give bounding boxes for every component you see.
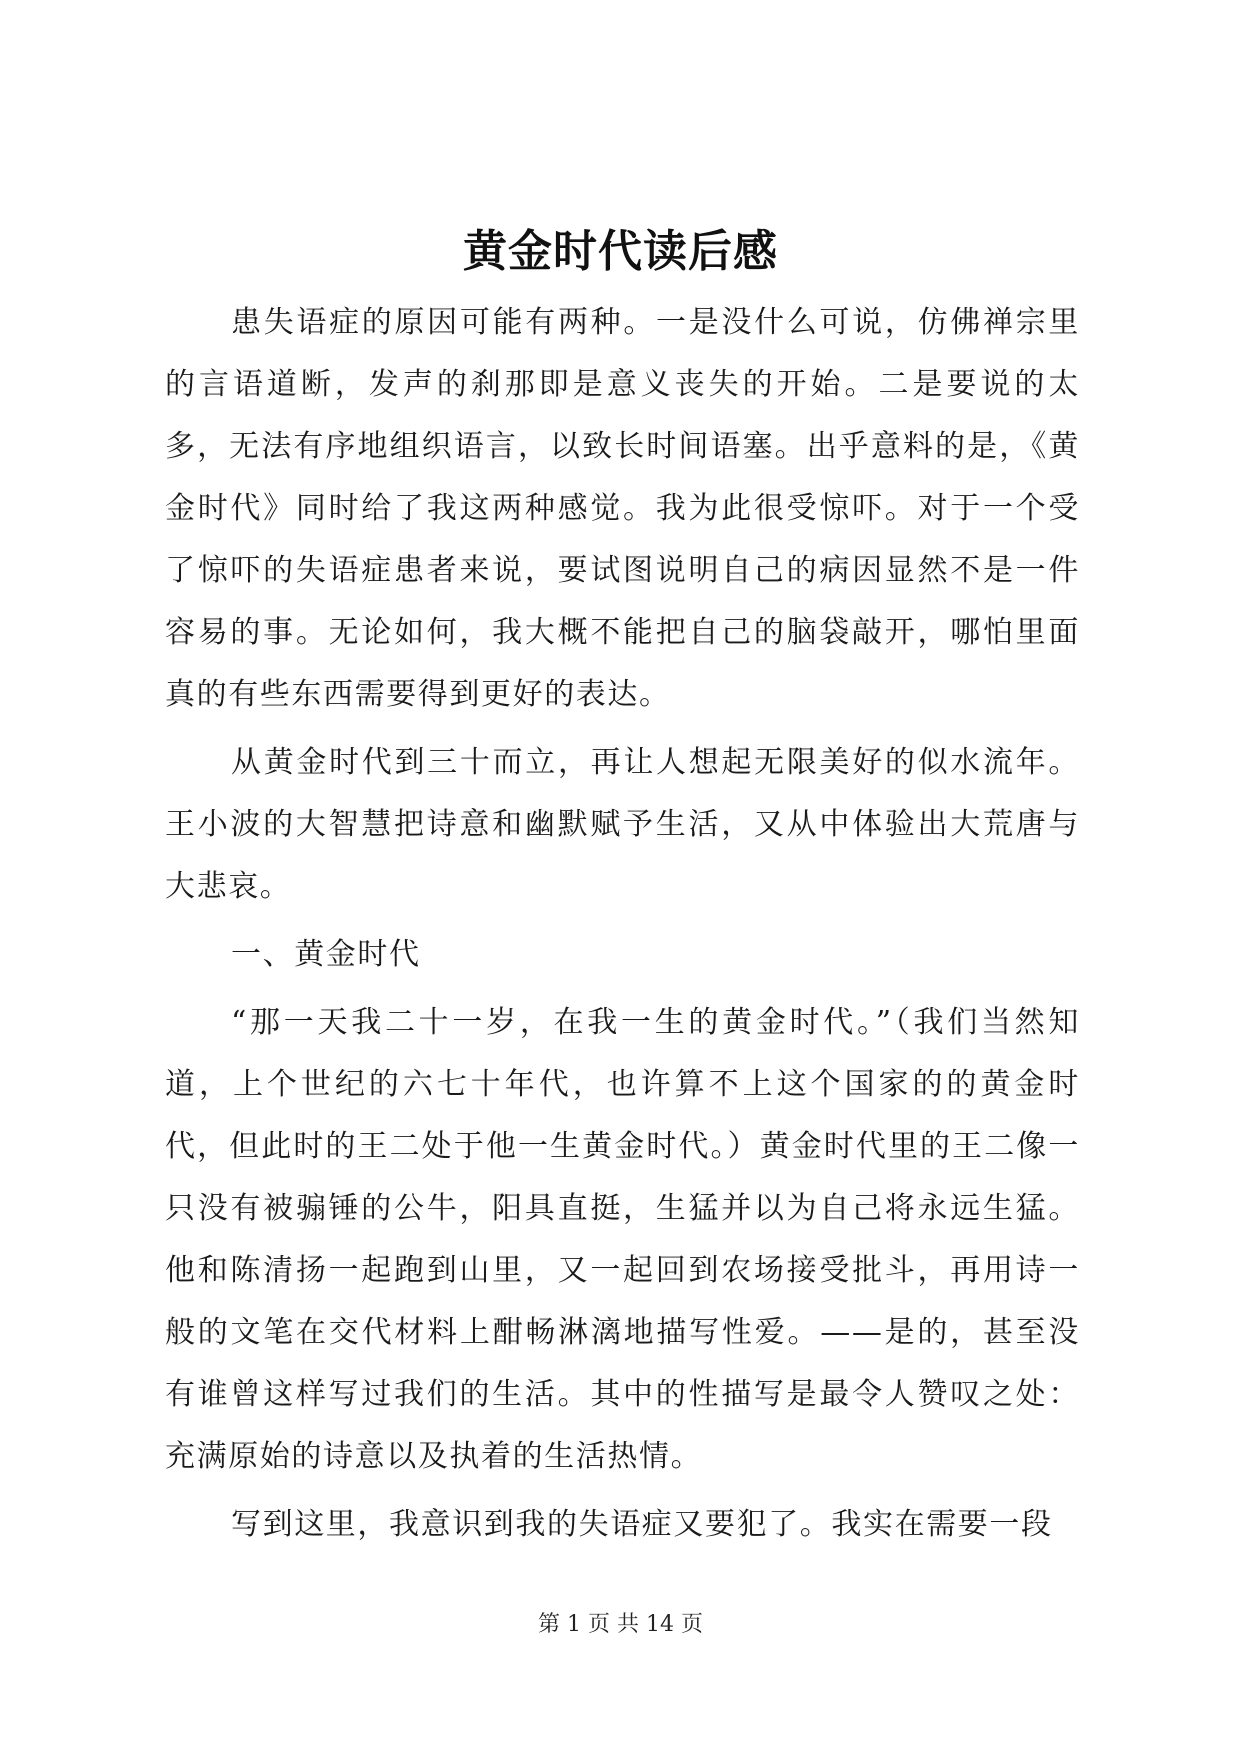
document-body: [165, 292, 1080, 1562]
paragraph-1: 患失语症的原因可能有两种。一是没什么可说，仿佛禅宗里的言语道断，发声的刹那即是意义丧失的开始。二是要说的太多，无法有序地组织语言，以致长时间语塞。出乎意料的是，《黄金时代》同时给了我这两种感觉。我为此很受惊吓。对于一个受了惊吓的失语症患者来说，要试图说明自己的病因显然不是一件容易的事。无论如何，我大概不能把自己的脑袋敲开，哪怕里面真的有些东西需要得到更好的表达。: [165, 305, 1080, 712]
document-title: 黄金时代读后感: [463, 226, 778, 277]
section-heading: 一、黄金时代: [231, 937, 421, 972]
paragraph-2: 从黄金时代到三十而立，再让人想起无限美好的似水流年。王小波的大智慧把诗意和幽默赋予生活，又从中体验出大荒唐与大悲哀。: [165, 745, 1080, 904]
paragraph-4: 写到这里，我意识到我的失语症又要犯了。我实在需要一段: [231, 1507, 1053, 1542]
page-number-footer: 第 1 页 共 14 页: [538, 1612, 703, 1637]
paragraph-3: “那一天我二十一岁，在我一生的黄金时代。”（我们当然知道，上个世纪的六七十年代，也许算不上这个国家的的黄金时代，但此时的王二处于他一生黄金时代。）黄金时代里的王二像一只没有被骟锤的公牛，阳具直挺，生猛并以为自己将永远生猛。他和陈清扬一起跑到山里，又一起回到农场接受批斗，再用诗一般的文笔在交代材料上酣畅淋漓地描写性爱。——是的，甚至没有谁曾这样写过我们的生活。其中的性描写是最令人赞叹之处：充满原始的诗意以及执着的生活热情。: [165, 1005, 1080, 1474]
